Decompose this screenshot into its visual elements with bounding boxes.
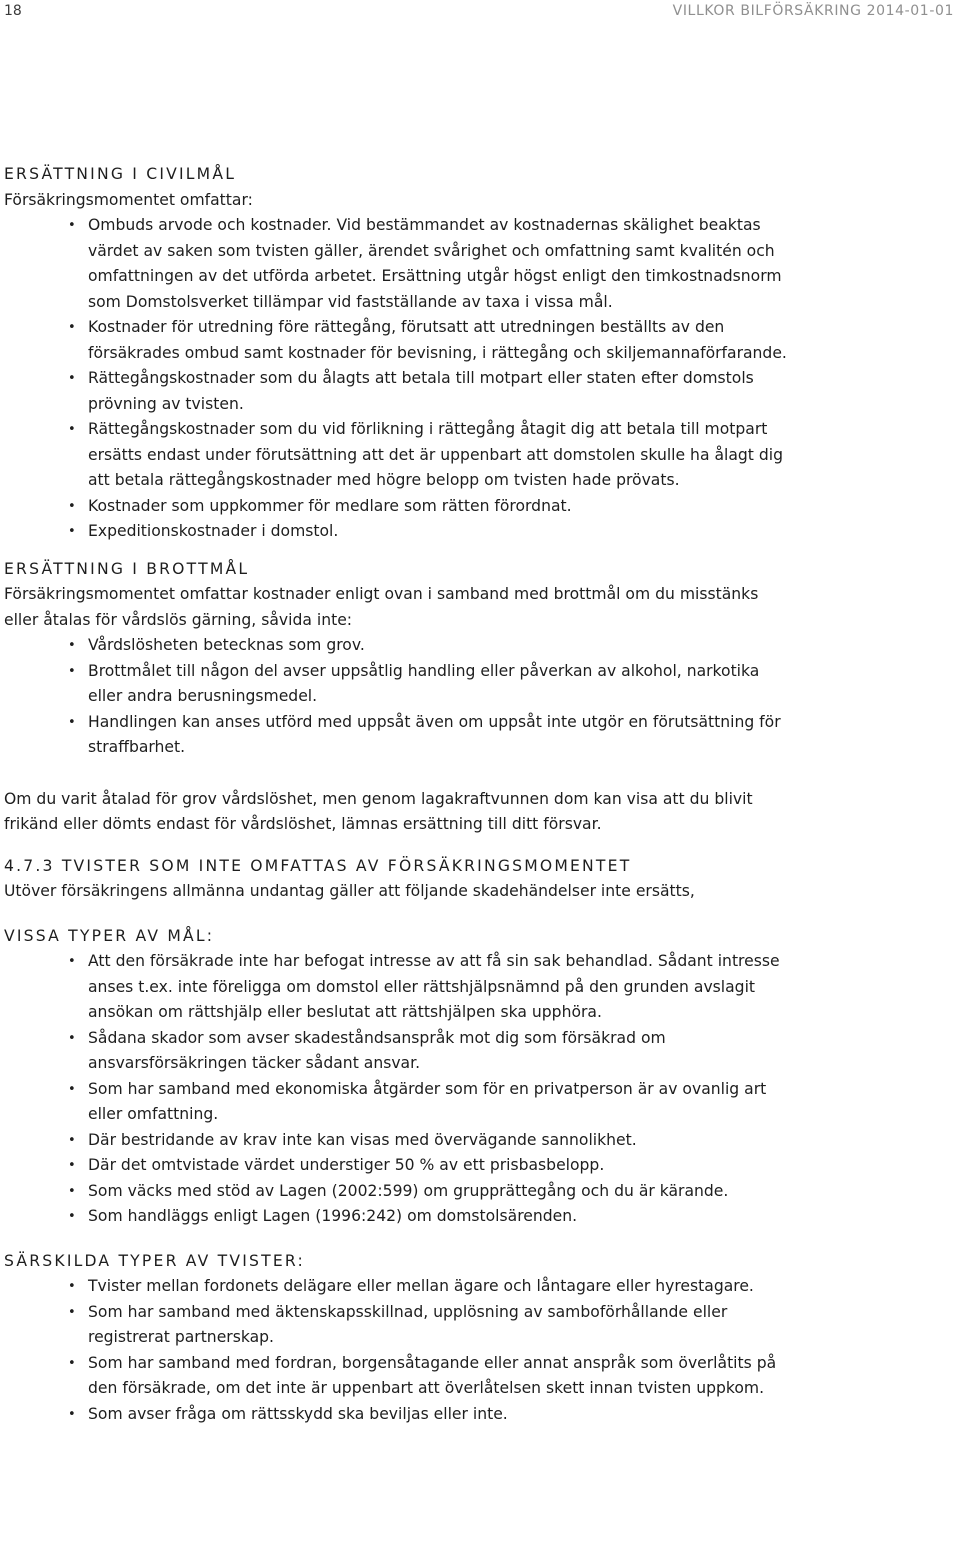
tvister-intro: Utöver försäkringens allmänna undantag gäller att följande skadehändelser inte ersätts,	[4, 882, 695, 900]
page-number: 18	[4, 3, 22, 19]
list-item: • Som avser fråga om rättsskydd ska beviljas eller inte.	[4, 1402, 790, 1428]
section-tvister	[4, 854, 790, 905]
running-header: VILLKOR BILFÖRSÄKRING 2014-01-01	[672, 3, 954, 19]
list-item: • Expeditionskostnader i domstol.	[4, 519, 790, 545]
list-item: • Sådana skador som avser skadeståndsanspråk mot dig som försäkrad om ansvarsförsäkringen täcker sådant ansvar.	[4, 1026, 790, 1077]
list-item: • Där bestridande av krav inte kan visas med övervägande sannolikhet.	[4, 1128, 790, 1154]
section-sarskilda-typer	[4, 1249, 790, 1428]
heading-vissa-typer: VISSA TYPER AV MÅL:	[4, 926, 215, 945]
vissa-typer-list	[4, 949, 790, 1230]
list-item: • Som har samband med ekonomiska åtgärder som för en privatperson är av ovanlig art eller omfattning.	[4, 1077, 790, 1128]
brottmal-intro: Försäkringsmomentet omfattar kostnader enligt ovan i samband med brottmål om du misstänks eller åtalas för vårdslös gärning, såvida inte:	[4, 585, 759, 629]
list-item: • Där det omtvistade värdet understiger 50 % av ett prisbasbelopp.	[4, 1153, 790, 1179]
list-item: • Kostnader för utredning före rättegång, förutsatt att utredningen beställts av den försäkrades ombud samt kostnader för bevisning, i rättegång och skiljemannaförfarande.	[4, 315, 790, 366]
brottmal-list	[4, 633, 790, 761]
list-item: • Tvister mellan fordonets delägare eller mellan ägare och låntagare eller hyrestagare.	[4, 1274, 790, 1300]
brottmal-closing: Om du varit åtalad för grov vårdslöshet, men genom lagakraftvunnen dom kan visa att du blivit frikänd eller dömts endast för vårdslöshet, lämnas ersättning till ditt försvar.	[4, 789, 753, 833]
heading-tvister: 4.7.3 TVISTER SOM INTE OMFATTAS AV FÖRSÄKRINGSMOMENTET	[4, 856, 632, 875]
list-item: • Rättegångskostnader som du vid förlikning i rättegång åtagit dig att betala till motpart ersätts endast under förutsättning att det är uppenbart att domstolen skulle ha ålagt dig att betala rättegångskostnader med högre belopp om tvisten hade prövats.	[4, 417, 790, 494]
list-item: • Ombuds arvode och kostnader. Vid bestämmandet av kostnadernas skälighet beaktas värdet av saken som tvisten gäller, ärendet svårighet och omfattning samt kvalitén och omfattningen av det utförda arbetet. Ersättning utgår högst enligt den timkostnadsnorm som Domstolsverket tillämpar vid fastställande av taxa i vissa mål.	[4, 213, 790, 315]
list-item: • Som har samband med äktenskapsskillnad, upplösning av samboförhållande eller registrerat partnerskap.	[4, 1300, 790, 1351]
list-item: • Brottmålet till någon del avser uppsåtlig handling eller påverkan av alkohol, narkotika eller andra berusningsmedel.	[4, 659, 790, 710]
heading-brottmal: ERSÄTTNING I BROTTMÅL	[4, 559, 250, 578]
sarskilda-typer-list	[4, 1274, 790, 1427]
list-item: • Som handläggs enligt Lagen (1996:242) om domstolsärenden.	[4, 1204, 790, 1230]
section-vissa-typer	[4, 924, 790, 1230]
list-item: • Som väcks med stöd av Lagen (2002:599) om grupprättegång och du är kärande.	[4, 1179, 790, 1205]
list-item: • Som har samband med fordran, borgensåtagande eller annat anspråk som överlåtits på den försäkrade, om det inte är uppenbart att överlåtelsen skett innan tvisten uppkom.	[4, 1351, 790, 1402]
list-item: • Vårdslösheten betecknas som grov.	[4, 633, 790, 659]
section-brottmal	[4, 557, 790, 838]
list-item: • Handlingen kan anses utförd med uppsåt även om uppsåt inte utgör en förutsättning för straffbarhet.	[4, 710, 790, 761]
section-civilmal	[4, 162, 790, 545]
list-item: • Att den försäkrade inte har befogat intresse av att få sin sak behandlad. Sådant intresse anses t.ex. inte föreligga om domstol eller rättshjälpsnämnd på den grunden avslagit ansökan om rättshjälp eller beslutat att rättshjälpen ska upphöra.	[4, 949, 790, 1026]
list-item: • Rättegångskostnader som du ålagts att betala till motpart eller staten efter domstols prövning av tvisten.	[4, 366, 790, 417]
list-item: • Kostnader som uppkommer för medlare som rätten förordnat.	[4, 494, 790, 520]
heading-civilmal: ERSÄTTNING I CIVILMÅL	[4, 165, 237, 183]
heading-sarskilda-typer: SÄRSKILDA TYPER AV TVISTER:	[4, 1251, 305, 1270]
civilmal-list	[4, 213, 790, 545]
civilmal-intro: Försäkringsmomentet omfattar:	[4, 190, 253, 209]
document-body	[4, 162, 790, 1427]
